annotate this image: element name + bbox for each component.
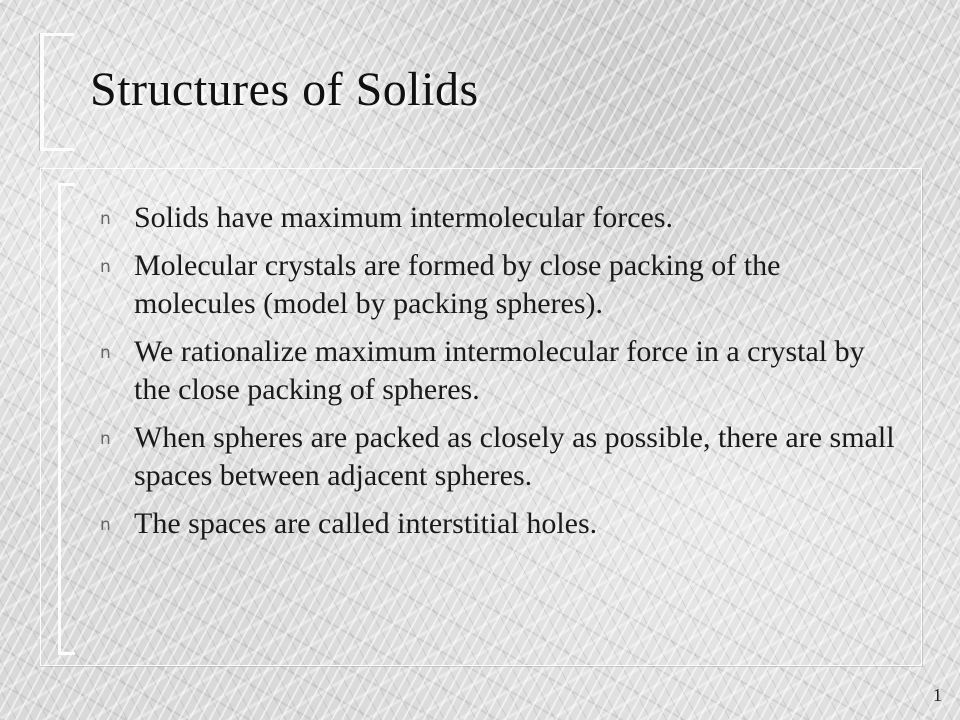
bullet-item	[100, 505, 900, 543]
slide-number: 1	[933, 685, 942, 705]
bullet-item	[100, 333, 900, 409]
bullet-marker-icon: n	[100, 343, 111, 363]
bullet-marker-icon: n	[100, 515, 111, 535]
bullet-marker-icon: n	[100, 429, 111, 449]
bullet-text: Molecular crystals are formed by close packing of the molecules (model by packing spheres).	[134, 249, 781, 320]
slide-title: Structures of Solids	[90, 63, 479, 116]
bullet-text: Solids have maximum intermolecular forces.	[134, 201, 674, 234]
bullet-marker-icon: n	[100, 257, 111, 277]
bullet-item	[100, 199, 900, 237]
bullet-item	[100, 247, 900, 323]
bullet-list	[100, 199, 900, 553]
content-frame-bracket	[58, 183, 75, 655]
bullet-text: The spaces are called interstitial holes.	[134, 507, 598, 540]
title-frame-bracket	[40, 33, 74, 151]
bullet-text: We rationalize maximum intermolecular force in a crystal by the close packing of spheres.	[134, 335, 865, 406]
bullet-text: When spheres are packed as closely as possible, there are small spaces between adjacent spheres.	[134, 421, 895, 492]
bullet-marker-icon: n	[100, 209, 111, 229]
bullet-item	[100, 419, 900, 495]
